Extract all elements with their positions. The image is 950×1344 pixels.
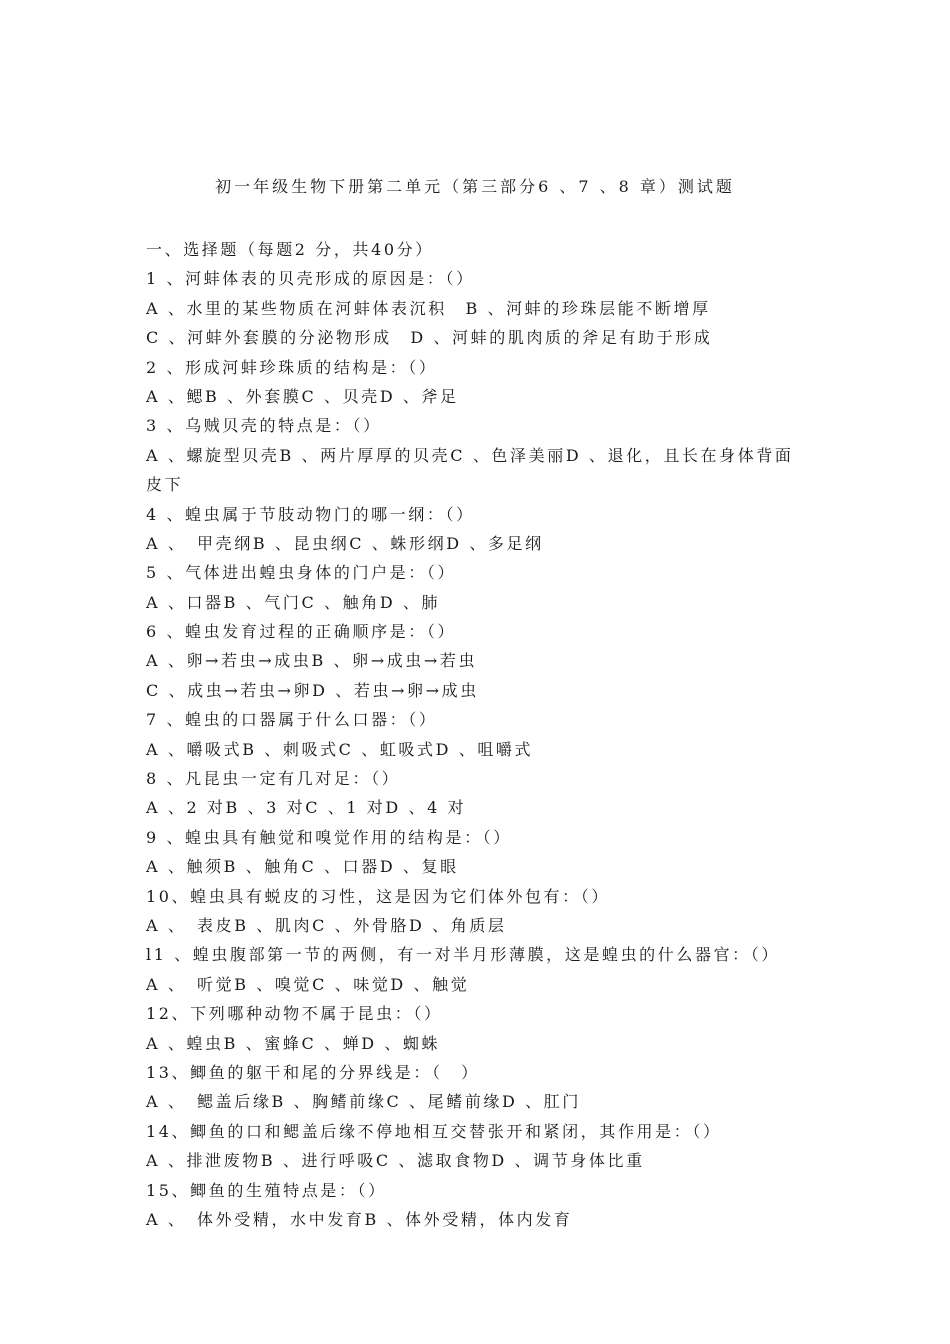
- option-line: A 、 体外受精，水中发育B 、体外受精，体内发育: [146, 1209, 573, 1229]
- question-line: 7 、蝗虫的口器属于什么口器：（）: [146, 710, 438, 730]
- question-line: 5 、气体进出蝗虫身体的门户是：（）: [146, 563, 457, 583]
- question-line: 1 、河蚌体表的贝壳形成的原因是：（）: [146, 269, 475, 289]
- question-line: 15、鲫鱼的生殖特点是：（）: [146, 1180, 387, 1200]
- question-list: [146, 235, 826, 1234]
- document-title: 初一年级生物下册第二单元（第三部分6 、7 、8 章）测试题: [215, 177, 735, 196]
- option-line: A 、2 对B 、3 对C 、1 对D 、4 对: [146, 798, 467, 818]
- option-line: C 、河蚌外套膜的分泌物形成 D 、河蚌的肌肉质的斧足有助于形成: [146, 328, 713, 348]
- question-line: 2 、形成河蚌珍珠质的结构是：（）: [146, 357, 438, 377]
- question-line: l1 、蝗虫腹部第一节的两侧，有一对半月形薄膜，这是蝗虫的什么器官：（）: [146, 945, 780, 965]
- question-line: 4 、蝗虫属于节肢动物门的哪一纲：（）: [146, 504, 475, 524]
- option-line: A 、嚼吸式B 、刺吸式C 、虹吸式D 、咀嚼式: [146, 739, 534, 759]
- question-line: 8 、凡昆虫一定有几对足：（）: [146, 769, 401, 789]
- option-line: A 、排泄废物B 、进行呼吸C 、滤取食物D 、调节身体比重: [146, 1151, 645, 1171]
- option-line: A 、 表皮B 、肌肉C 、外骨胳D 、角质层: [146, 915, 507, 935]
- question-line: 14、鲫鱼的口和鳃盖后缘不停地相互交替张开和紧闭，其作用是：（）: [146, 1121, 722, 1141]
- option-line: A 、卵→若虫→成虫B 、卵→成虫→若虫: [146, 651, 478, 671]
- option-line: 皮下: [146, 475, 184, 495]
- option-line: A 、口器B 、气门C 、触角D 、肺: [146, 592, 441, 612]
- option-line: A 、螺旋型贝壳B 、两片厚厚的贝壳C 、色泽美丽D 、退化，且长在身体背面: [146, 445, 794, 465]
- option-line: A 、 甲壳纲B 、昆虫纲C 、蛛形纲D 、多足纲: [146, 533, 544, 553]
- option-line: A 、鳃B 、外套膜C 、贝壳D 、斧足: [146, 386, 459, 406]
- question-line: 12、下列哪种动物不属于昆虫：（）: [146, 1004, 443, 1024]
- option-line: C 、成虫→若虫→卵D 、若虫→卵→成虫: [146, 680, 479, 700]
- question-line: 10、蝗虫具有蜕皮的习性，这是因为它们体外包有：（）: [146, 886, 610, 906]
- option-line: A 、蝗虫B 、蜜蜂C 、蝉D 、蜘蛛: [146, 1033, 441, 1053]
- option-line: A 、 鳃盖后缘B 、胸鳍前缘C 、尾鳍前缘D 、肛门: [146, 1092, 581, 1112]
- option-line: A 、水里的某些物质在河蚌体表沉积 B 、河蚌的珍珠层能不断增厚: [146, 298, 711, 318]
- question-line: 13、鲫鱼的躯干和尾的分界线是：（ ）: [146, 1062, 480, 1082]
- option-line: A 、 听觉B 、嗅觉C 、味觉D 、触觉: [146, 974, 470, 994]
- option-line: A 、触须B 、触角C 、口器D 、复眼: [146, 857, 459, 877]
- question-line: 3 、乌贼贝壳的特点是：（）: [146, 416, 382, 436]
- question-line: 6 、蝗虫发育过程的正确顺序是：（）: [146, 622, 457, 642]
- question-line: 9 、蝗虫具有触觉和嗅觉作用的结构是：（）: [146, 827, 512, 847]
- section-heading: 一、选择题（每题2 分，共40分）: [146, 240, 434, 259]
